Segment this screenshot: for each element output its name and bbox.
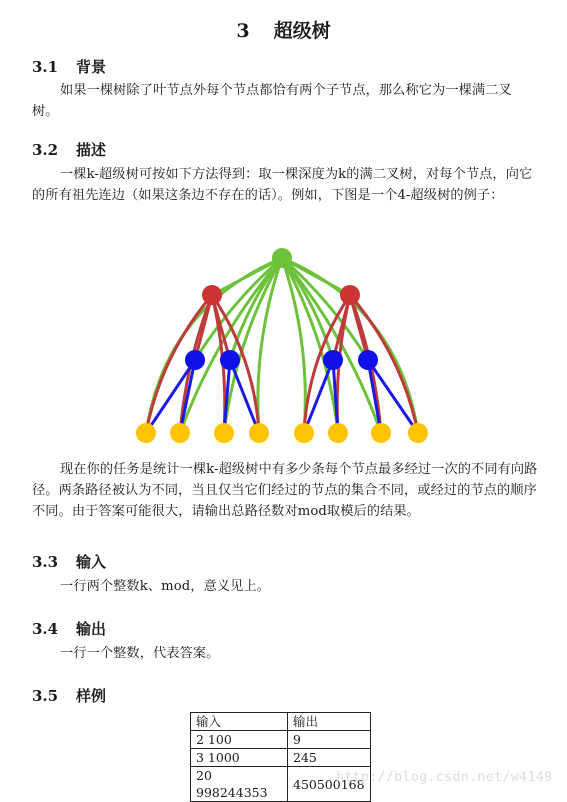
output-paragraph <box>32 643 538 664</box>
node-level2 <box>340 285 360 305</box>
section-title: 输出 <box>76 620 107 638</box>
section-number: 3.1 <box>32 58 59 76</box>
section-number: 3.4 <box>32 620 59 638</box>
table-cell: 20 998244353 <box>191 767 288 802</box>
table-cell: 2 100 <box>191 731 288 749</box>
node-leaf <box>249 423 269 443</box>
node-leaf <box>170 423 190 443</box>
table-header-row <box>191 713 371 731</box>
table-row <box>191 749 371 767</box>
table-cell: 245 <box>288 749 371 767</box>
section-heading-sample <box>32 685 106 706</box>
node-level2 <box>202 285 222 305</box>
sample-table <box>190 712 371 802</box>
section-heading-output <box>32 618 106 639</box>
chapter-number: 3 <box>236 20 250 42</box>
watermark: http://blog.csdn.net/w4149 <box>336 770 553 785</box>
node-leaf <box>408 423 428 443</box>
chapter-name: 超级树 <box>273 20 331 42</box>
node-level3 <box>220 350 240 370</box>
description-text: 一棵k-超级树可按如下方法得到：取一棵深度为k的满二叉树，对每个节点，向它的所有祖先连边（如果这条边不存在的话）。例如，下图是一个4-超级树的例子： <box>32 167 533 203</box>
node-root <box>272 248 292 268</box>
node-leaf <box>371 423 391 443</box>
table-cell: 450500168 <box>288 767 371 802</box>
description-paragraph <box>32 164 538 206</box>
background-paragraph <box>32 80 538 122</box>
section-number: 3.5 <box>32 687 59 705</box>
tree-edges <box>146 258 418 433</box>
table-cell: 9 <box>288 731 371 749</box>
table-row <box>191 731 371 749</box>
super-tree-diagram <box>128 240 438 450</box>
section-number: 3.2 <box>32 141 59 159</box>
task-paragraph <box>32 459 538 522</box>
background-text: 如果一棵树除了叶节点外每个节点都恰有两个子节点，那么称它为一棵满二叉树。 <box>32 83 512 119</box>
section-heading-description <box>32 139 106 160</box>
section-title: 样例 <box>76 687 107 705</box>
chapter-title <box>0 16 567 43</box>
node-leaf <box>328 423 348 443</box>
node-leaf <box>136 423 156 443</box>
input-paragraph <box>32 576 538 597</box>
table-header-output: 输出 <box>288 713 371 731</box>
output-text: 一行一个整数，代表答案。 <box>60 646 220 661</box>
task-text: 现在你的任务是统计一棵k-超级树中有多少条每个节点最多经过一次的不同有向路径。两条路径被认为不同，当且仅当它们经过的节点的集合不同，或经过的节点的顺序不同。由于答案可能很大，请输出总路径数对mod取模后的结果。 <box>32 462 538 519</box>
table-header-input: 输入 <box>191 713 288 731</box>
section-title: 背景 <box>76 58 107 76</box>
section-heading-background <box>32 56 106 77</box>
node-leaf <box>214 423 234 443</box>
section-title: 描述 <box>76 141 107 159</box>
node-leaf <box>294 423 314 443</box>
section-heading-input <box>32 551 106 572</box>
node-level3 <box>358 350 378 370</box>
table-cell: 3 1000 <box>191 749 288 767</box>
section-number: 3.3 <box>32 553 59 571</box>
node-level3 <box>185 350 205 370</box>
input-text: 一行两个整数k、mod，意义见上。 <box>60 579 271 594</box>
node-level3 <box>323 350 343 370</box>
section-title: 输入 <box>76 553 107 571</box>
